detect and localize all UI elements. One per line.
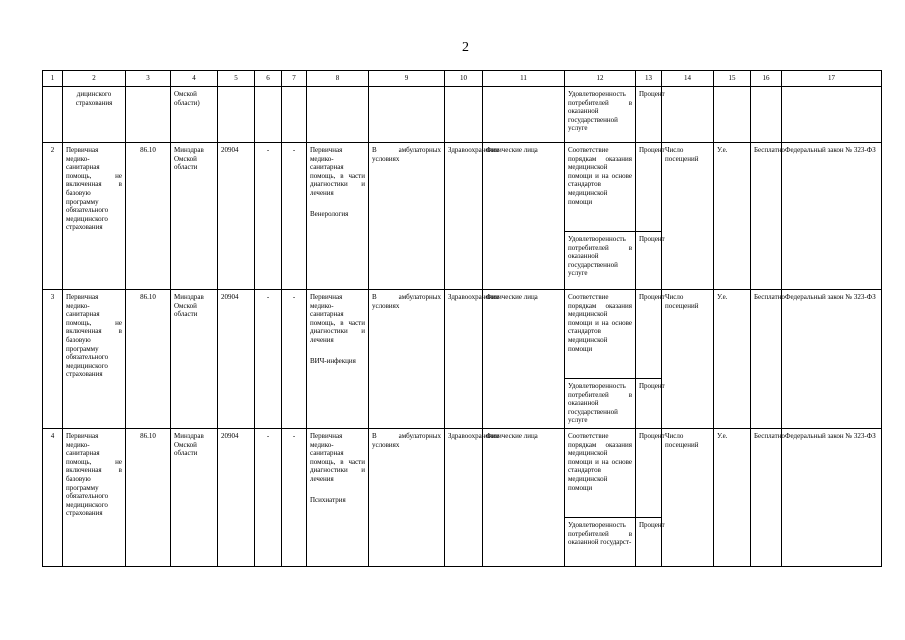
header-cell: 5 <box>218 71 255 87</box>
indicator-cell: Удовлетворенность потребителей в оказанной государственной услуге <box>565 87 636 143</box>
service-content-text: Первичная медико-санитарная помощь, в части диагностики и лечения <box>310 432 365 483</box>
organization-cell: Минздрав Омской области <box>171 429 218 567</box>
registry-id-cell: 20904 <box>218 143 255 290</box>
service-name-cell: Первичная медико-санитарная помощь, не включенная в базовую программу обязательного медицинского страхования <box>63 429 126 567</box>
okved-code-cell: 86.10 <box>126 429 171 567</box>
indicator-cell: Соответствие порядкам оказания медицинской помощи и на основе стандартов медицинской помощи <box>565 429 636 518</box>
service-content-cell <box>307 290 369 429</box>
header-cell: 11 <box>483 71 565 87</box>
unit-cell: Процент <box>636 143 662 232</box>
okved-code-cell: 86.10 <box>126 143 171 290</box>
header-cell: 15 <box>714 71 751 87</box>
header-cell: 10 <box>445 71 483 87</box>
registry-id-cell: 20904 <box>218 429 255 567</box>
header-cell: 9 <box>369 71 445 87</box>
header-cell: 8 <box>307 71 369 87</box>
unit-cell: Процент <box>636 290 662 379</box>
header-cell: 6 <box>255 71 282 87</box>
table-row <box>43 429 882 518</box>
unit-cell: Процент <box>636 518 662 567</box>
organization-cell: Минздрав Омской области <box>171 143 218 290</box>
unit-cell: Процент <box>636 87 662 143</box>
conditions-cell: В амбулаторных условиях <box>369 290 445 429</box>
registry-id-cell: 20904 <box>218 290 255 429</box>
legal-basis-cell: Федеральный закон № 323-ФЗ <box>782 290 882 429</box>
sphere-cell: Здравоохранение <box>445 429 483 567</box>
row-number-cell: 3 <box>43 290 63 429</box>
service-content-cell <box>307 429 369 567</box>
indicator-cell: Удовлетворенность потребителей в оказанной государственной услуге <box>565 232 636 290</box>
dash-cell: - <box>255 290 282 429</box>
volume-indicator-cell: Число посещений <box>662 429 714 567</box>
sphere-cell: Здравоохранение <box>445 143 483 290</box>
volume-indicator-cell: Число посещений <box>662 143 714 290</box>
service-content-subtype: Венерология <box>310 209 349 218</box>
dash-cell: - <box>255 429 282 567</box>
consumers-cell: Физические лица <box>483 290 565 429</box>
payment-cell: Бесплатно <box>751 429 782 567</box>
conditions-cell: В амбулаторных условиях <box>369 429 445 567</box>
unit-cell: Процент <box>636 429 662 518</box>
consumers-cell: Физические лица <box>483 429 565 567</box>
header-cell: 4 <box>171 71 218 87</box>
volume-indicator-cell: Число посещений <box>662 290 714 429</box>
indicator-cell: Соответствие порядкам оказания медицинской помощи и на основе стандартов медицинской помощи <box>565 290 636 379</box>
unit-cell: Процент <box>636 379 662 429</box>
payment-cell: Бесплатно <box>751 143 782 290</box>
service-name-cell: дицинского страхования <box>63 87 126 143</box>
payment-cell: Бесплатно <box>751 290 782 429</box>
indicator-cell: Удовлетворенность потребителей в оказанной государст- <box>565 518 636 567</box>
header-cell: 1 <box>43 71 63 87</box>
dash-cell: - <box>282 290 307 429</box>
continuation-row <box>43 87 882 143</box>
header-cell: 16 <box>751 71 782 87</box>
header-cell: 2 <box>63 71 126 87</box>
indicator-cell: Соответствие порядкам оказания медицинской помощи и на основе стандартов медицинской помощи <box>565 143 636 232</box>
header-cell: 7 <box>282 71 307 87</box>
consumers-cell: Физические лица <box>483 143 565 290</box>
legal-basis-cell: Федеральный закон № 323-ФЗ <box>782 143 882 290</box>
conditions-cell: В амбулаторных условиях <box>369 143 445 290</box>
service-content-text: Первичная медико-санитарная помощь, в части диагностики и лечения <box>310 293 365 344</box>
header-cell: 13 <box>636 71 662 87</box>
service-name-cell: Первичная медико-санитарная помощь, не включенная в базовую программу обязательного медицинского страхования <box>63 143 126 290</box>
header-cell: 14 <box>662 71 714 87</box>
service-content-subtype: Психиатрия <box>310 495 346 504</box>
dash-cell: - <box>282 429 307 567</box>
service-content-cell <box>307 143 369 290</box>
service-content-subtype: ВИЧ-инфекция <box>310 356 356 365</box>
unit-cell: Процент <box>636 232 662 290</box>
page-number: 2 <box>462 40 469 55</box>
table-row <box>43 290 882 379</box>
sphere-cell: Здравоохранение <box>445 290 483 429</box>
legal-basis-cell: Федеральный закон № 323-ФЗ <box>782 429 882 567</box>
service-name-cell: Первичная медико-санитарная помощь, не включенная в базовую программу обязательного медицинского страхования <box>63 290 126 429</box>
dash-cell: - <box>282 143 307 290</box>
volume-unit-cell: У.е. <box>714 429 751 567</box>
header-cell: 3 <box>126 71 171 87</box>
okved-code-cell: 86.10 <box>126 290 171 429</box>
row-number-cell: 4 <box>43 429 63 567</box>
service-content-text: Первичная медико-санитарная помощь, в части диагностики и лечения <box>310 146 365 197</box>
volume-unit-cell: У.е. <box>714 290 751 429</box>
registry-table <box>42 70 882 567</box>
header-row <box>43 71 882 87</box>
organization-cell: Минздрав Омской области <box>171 290 218 429</box>
volume-unit-cell: У.е. <box>714 143 751 290</box>
header-cell: 12 <box>565 71 636 87</box>
indicator-cell: Удовлетворенность потребителей в оказанной государственной услуге <box>565 379 636 429</box>
row-number-cell: 2 <box>43 143 63 290</box>
dash-cell: - <box>255 143 282 290</box>
organization-cell: Омской области) <box>171 87 218 143</box>
table-row <box>43 143 882 232</box>
header-cell: 17 <box>782 71 882 87</box>
